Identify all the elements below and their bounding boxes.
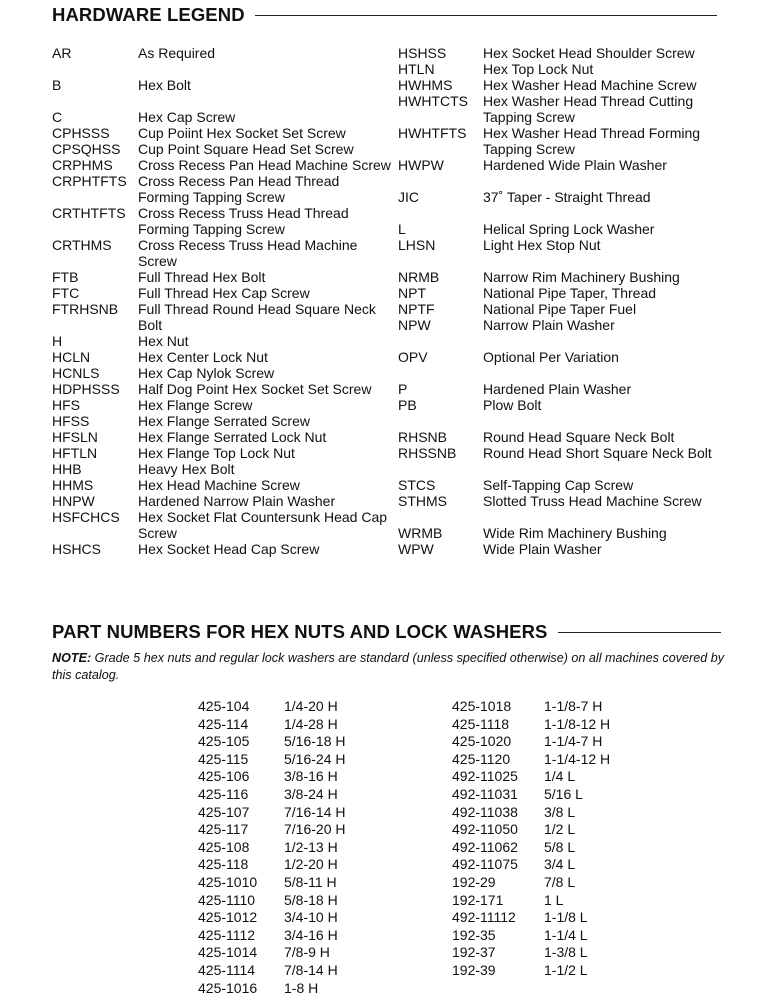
part-size: 3/4-10 H <box>284 909 338 926</box>
part-number: 492-11112 <box>452 909 516 926</box>
part-number: 425-108 <box>198 838 250 855</box>
part-number: 425-117 <box>198 821 249 838</box>
legend-entry <box>398 541 738 557</box>
part-size: 5/8 L <box>544 838 576 855</box>
legend-left-column <box>52 45 392 557</box>
legend-description: Hex Washer Head Thread Forming Tapping Screw <box>483 125 701 157</box>
legend-description: Hex Washer Head Thread Cutting Tapping Screw <box>483 93 694 125</box>
legend-entry <box>52 45 392 61</box>
legend-abbreviation: PB <box>398 397 417 413</box>
part-number: 425-105 <box>198 733 250 750</box>
legend-entry <box>398 221 738 237</box>
part-numbers-header <box>52 621 721 643</box>
legend-abbreviation: CRPHTFTS <box>52 173 127 189</box>
legend-entry <box>398 45 738 61</box>
part-number: 425-1114 <box>198 961 256 978</box>
part-row <box>452 909 610 927</box>
legend-description: Hex Flange Screw <box>138 397 253 413</box>
legend-entry <box>398 493 738 509</box>
legend-entry <box>398 381 738 397</box>
legend-description: Hex Center Lock Nut <box>138 349 268 365</box>
legend-entry <box>398 397 738 413</box>
legend-description: National Pipe Taper Fuel <box>483 301 637 317</box>
legend-abbreviation: CPHSSS <box>52 125 110 141</box>
part-row <box>452 733 610 751</box>
legend-description: 37˚ Taper - Straight Thread <box>483 189 651 205</box>
legend-right-column <box>398 45 738 557</box>
legend-description: Cross Recess Truss Head Thread Forming Tapping Screw <box>138 205 349 237</box>
part-row <box>452 821 610 839</box>
legend-description: Hardened Wide Plain Washer <box>483 157 667 173</box>
part-number: 425-1118 <box>452 715 510 732</box>
catalog-note <box>52 650 742 684</box>
legend-abbreviation: RHSNB <box>398 429 448 445</box>
legend-entry <box>52 429 392 445</box>
legend-description: Round Head Short Square Neck Bolt <box>483 445 712 461</box>
part-row <box>198 716 345 734</box>
legend-entry <box>52 141 392 157</box>
legend-entry <box>398 189 738 205</box>
legend-abbreviation: STHMS <box>398 493 447 509</box>
legend-entry <box>398 77 738 93</box>
legend-abbreviation: P <box>398 381 408 397</box>
legend-description: Cross Recess Truss Head Machine Screw <box>138 237 358 269</box>
part-number: 425-1120 <box>452 750 511 767</box>
legend-abbreviation: NPW <box>398 317 431 333</box>
legend-entry <box>398 93 738 125</box>
part-row <box>198 962 345 980</box>
legend-entry <box>52 205 392 237</box>
legend-entry <box>52 381 392 397</box>
legend-description: Full Thread Hex Cap Screw <box>138 285 310 301</box>
part-row <box>198 927 345 945</box>
part-number: 425-1014 <box>198 944 258 961</box>
legend-description: As Required <box>138 45 216 61</box>
legend-description: Hex Socket Flat Countersunk Head Cap Screw <box>138 509 388 541</box>
part-row <box>452 892 610 910</box>
part-size: 1/4-28 H <box>284 715 338 732</box>
legend-description: Light Hex Stop Nut <box>483 237 601 253</box>
part-number: 492-11075 <box>452 856 518 873</box>
legend-abbreviation: CRTHTFTS <box>52 205 126 221</box>
part-number: 192-29 <box>452 873 496 890</box>
legend-description: Hex Cap Nylok Screw <box>138 365 275 381</box>
part-size: 1-1/4-12 H <box>544 750 611 767</box>
legend-entry <box>398 429 738 445</box>
legend-entry <box>52 541 392 557</box>
legend-entry <box>398 349 738 365</box>
parts-right-column <box>452 698 610 980</box>
legend-entry <box>52 461 392 477</box>
legend-abbreviation: HCNLS <box>52 365 100 381</box>
hardware-legend-title: HARDWARE LEGEND <box>52 4 245 25</box>
part-size: 1-1/8 L <box>544 909 588 926</box>
legend-description: Hex Cap Screw <box>138 109 236 125</box>
legend-description: Narrow Rim Machinery Bushing <box>483 269 680 285</box>
legend-description: Heavy Hex Bolt <box>138 461 235 477</box>
legend-description: Hex Flange Serrated Lock Nut <box>138 429 327 445</box>
legend-entry <box>398 61 738 77</box>
legend-abbreviation: HSFCHCS <box>52 509 120 525</box>
part-number: 192-39 <box>452 961 496 978</box>
legend-description: Hardened Narrow Plain Washer <box>138 493 336 509</box>
part-size: 7/8-14 H <box>284 961 338 978</box>
part-number: 425-1112 <box>198 926 256 943</box>
legend-entry <box>52 125 392 141</box>
part-size: 5/16 L <box>544 785 583 802</box>
part-size: 1/4 L <box>544 768 576 785</box>
part-number: 492-11031 <box>452 785 518 802</box>
part-number: 425-107 <box>198 803 250 820</box>
part-row <box>198 909 345 927</box>
legend-entry <box>52 413 392 429</box>
part-number: 492-11062 <box>452 838 518 855</box>
section-divider <box>255 15 717 16</box>
legend-entry <box>398 269 738 285</box>
legend-entry <box>52 493 392 509</box>
legend-entry <box>52 173 392 205</box>
part-number: 425-1016 <box>198 979 258 996</box>
part-row <box>198 751 345 769</box>
part-size: 3/8 L <box>544 803 576 820</box>
legend-description: Hex Socket Head Shoulder Screw <box>483 45 695 61</box>
legend-abbreviation: HHMS <box>52 477 94 493</box>
legend-abbreviation: RHSSNB <box>398 445 457 461</box>
legend-abbreviation: LHSN <box>398 237 436 253</box>
part-number: 425-106 <box>198 768 250 785</box>
legend-description: Hex Flange Top Lock Nut <box>138 445 295 461</box>
part-row <box>198 856 345 874</box>
legend-entry <box>52 237 392 269</box>
legend-entry <box>52 397 392 413</box>
legend-abbreviation: WPW <box>398 541 434 557</box>
legend-description: Cup Poiint Hex Socket Set Screw <box>138 125 346 141</box>
note-text: Grade 5 hex nuts and regular lock washers are standard (unless specified otherwise) on all machines covered by this catalog. <box>52 651 725 682</box>
part-row <box>198 804 345 822</box>
part-size: 1-8 H <box>284 979 319 996</box>
legend-abbreviation: CPSQHSS <box>52 141 121 157</box>
legend-abbreviation: HWHTFTS <box>398 125 467 141</box>
part-size: 5/8-18 H <box>284 891 338 908</box>
legend-description: Helical Spring Lock Washer <box>483 221 655 237</box>
part-size: 1-3/8 L <box>544 944 588 961</box>
legend-abbreviation: OPV <box>398 349 428 365</box>
legend-entry <box>52 445 392 461</box>
part-row <box>452 804 610 822</box>
legend-abbreviation: HWPW <box>398 157 444 173</box>
part-number: 425-104 <box>198 698 250 714</box>
part-row <box>452 698 610 716</box>
legend-abbreviation: HWHMS <box>398 77 453 93</box>
hardware-legend-header <box>52 4 717 26</box>
legend-entry <box>52 285 392 301</box>
legend-description: Hardened Plain Washer <box>483 381 632 397</box>
legend-abbreviation: WRMB <box>398 525 443 541</box>
part-size: 3/8-16 H <box>284 768 338 785</box>
legend-description: Half Dog Point Hex Socket Set Screw <box>138 381 372 397</box>
legend-description: Hex Nut <box>138 333 189 349</box>
legend-entry <box>52 477 392 493</box>
legend-abbreviation: HWHTCTS <box>398 93 468 109</box>
part-row <box>452 962 610 980</box>
legend-description: Self-Tapping Cap Screw <box>483 477 634 493</box>
legend-entry <box>52 301 392 333</box>
part-number: 192-171 <box>452 891 504 908</box>
legend-abbreviation: FTC <box>52 285 80 301</box>
part-number: 425-116 <box>198 785 249 802</box>
part-size: 1-1/8-12 H <box>544 715 611 732</box>
legend-abbreviation: AR <box>52 45 72 61</box>
part-row <box>198 768 345 786</box>
part-size: 7/16-20 H <box>284 821 346 838</box>
part-row <box>198 892 345 910</box>
legend-abbreviation: H <box>52 333 63 349</box>
legend-abbreviation: HSHCS <box>52 541 102 557</box>
legend-abbreviation: FTB <box>52 269 79 285</box>
legend-abbreviation: HFS <box>52 397 80 413</box>
legend-abbreviation: CRPHMS <box>52 157 113 173</box>
legend-entry <box>398 477 738 493</box>
legend-abbreviation: HFTLN <box>52 445 98 461</box>
part-row <box>198 980 345 998</box>
part-number: 492-11025 <box>452 768 518 785</box>
part-size: 5/8-11 H <box>284 873 337 890</box>
part-size: 1-1/4 L <box>544 926 588 943</box>
part-row <box>452 716 610 734</box>
part-size: 1-1/4-7 H <box>544 733 603 750</box>
legend-entry <box>398 237 738 253</box>
part-size: 7/16-14 H <box>284 803 346 820</box>
legend-description: Wide Plain Washer <box>483 541 602 557</box>
part-size: 1/4-20 H <box>284 698 338 714</box>
legend-abbreviation: HTLN <box>398 61 435 77</box>
legend-description: Cross Recess Pan Head Machine Screw <box>138 157 391 173</box>
part-row <box>452 768 610 786</box>
legend-abbreviation: L <box>398 221 406 237</box>
legend-abbreviation: HNPW <box>52 493 95 509</box>
part-size: 3/4-16 H <box>284 926 338 943</box>
part-row <box>452 856 610 874</box>
legend-abbreviation: HFSS <box>52 413 90 429</box>
legend-abbreviation: HSHSS <box>398 45 447 61</box>
part-size: 1-1/8-7 H <box>544 698 603 714</box>
part-number: 492-11050 <box>452 821 518 838</box>
part-row <box>452 786 610 804</box>
part-row <box>198 874 345 892</box>
legend-entry <box>398 157 738 173</box>
part-size: 7/8-9 H <box>284 944 330 961</box>
part-number: 192-35 <box>452 926 496 943</box>
part-number: 492-11038 <box>452 803 518 820</box>
part-size: 1/2-20 H <box>284 856 338 873</box>
legend-abbreviation: JIC <box>398 189 419 205</box>
legend-description: Round Head Square Neck Bolt <box>483 429 675 445</box>
legend-description: Full Thread Round Head Square Neck Bolt <box>138 301 376 333</box>
part-size: 5/16-24 H <box>284 750 346 767</box>
legend-entry <box>398 525 738 541</box>
legend-description: Plow Bolt <box>483 397 542 413</box>
legend-abbreviation: HFSLN <box>52 429 98 445</box>
note-label: NOTE: <box>52 651 92 665</box>
legend-entry <box>52 333 392 349</box>
legend-description: National Pipe Taper, Thread <box>483 285 657 301</box>
part-number: 192-37 <box>452 944 496 961</box>
legend-description: Wide Rim Machinery Bushing <box>483 525 667 541</box>
part-size: 1/2 L <box>544 821 576 838</box>
part-size: 3/8-24 H <box>284 785 338 802</box>
part-row <box>198 944 345 962</box>
part-row <box>198 821 345 839</box>
part-number: 425-115 <box>198 750 249 767</box>
legend-abbreviation: HDPHSSS <box>52 381 120 397</box>
part-number: 425-1010 <box>198 873 258 890</box>
legend-entry <box>52 365 392 381</box>
legend-abbreviation: CRTHMS <box>52 237 112 253</box>
part-row <box>452 751 610 769</box>
legend-entry <box>398 125 738 157</box>
legend-abbreviation: NRMB <box>398 269 440 285</box>
part-row <box>452 874 610 892</box>
legend-description: Full Thread Hex Bolt <box>138 269 266 285</box>
legend-abbreviation: STCS <box>398 477 436 493</box>
part-number: 425-1012 <box>198 909 258 926</box>
legend-entry <box>398 285 738 301</box>
part-number: 425-1110 <box>198 891 256 908</box>
legend-abbreviation: NPT <box>398 285 426 301</box>
parts-left-column <box>198 698 345 997</box>
part-numbers-title: PART NUMBERS FOR HEX NUTS AND LOCK WASHERS <box>52 621 548 642</box>
part-number: 425-1020 <box>452 733 512 750</box>
legend-entry <box>52 349 392 365</box>
legend-entry <box>52 269 392 285</box>
legend-description: Hex Flange Serrated Screw <box>138 413 310 429</box>
legend-description: Hex Socket Head Cap Screw <box>138 541 320 557</box>
legend-entry <box>52 509 392 541</box>
part-row <box>198 698 345 716</box>
part-row <box>198 839 345 857</box>
part-size: 1 L <box>544 891 564 908</box>
legend-description: Hex Head Machine Screw <box>138 477 300 493</box>
legend-abbreviation: HCLN <box>52 349 91 365</box>
legend-entry <box>398 317 738 333</box>
part-number: 425-1018 <box>452 698 512 714</box>
part-row <box>452 927 610 945</box>
legend-abbreviation: FTRHSNB <box>52 301 119 317</box>
part-row <box>452 944 610 962</box>
legend-entry <box>52 157 392 173</box>
part-number: 425-114 <box>198 715 249 732</box>
legend-description: Narrow Plain Washer <box>483 317 615 333</box>
legend-entry <box>52 109 392 125</box>
legend-entry <box>398 445 738 461</box>
legend-description: Hex Top Lock Nut <box>483 61 594 77</box>
legend-description: Cup Point Square Head Set Screw <box>138 141 354 157</box>
legend-entry <box>398 301 738 317</box>
legend-abbreviation: NPTF <box>398 301 435 317</box>
part-size: 3/4 L <box>544 856 576 873</box>
part-row <box>198 786 345 804</box>
part-row <box>198 733 345 751</box>
part-row <box>452 839 610 857</box>
legend-description: Slotted Truss Head Machine Screw <box>483 493 702 509</box>
legend-abbreviation: C <box>52 109 63 125</box>
legend-description: Cross Recess Pan Head Thread Forming Tapping Screw <box>138 173 340 205</box>
legend-entry <box>52 77 392 93</box>
legend-abbreviation: B <box>52 77 62 93</box>
legend-description: Hex Bolt <box>138 77 191 93</box>
part-size: 7/8 L <box>544 873 576 890</box>
part-size: 1-1/2 L <box>544 961 588 978</box>
part-size: 5/16-18 H <box>284 733 346 750</box>
legend-description: Optional Per Variation <box>483 349 619 365</box>
legend-description: Hex Washer Head Machine Screw <box>483 77 697 93</box>
legend-abbreviation: HHB <box>52 461 82 477</box>
part-number: 425-118 <box>198 856 249 873</box>
part-size: 1/2-13 H <box>284 838 338 855</box>
section-divider <box>558 632 721 633</box>
